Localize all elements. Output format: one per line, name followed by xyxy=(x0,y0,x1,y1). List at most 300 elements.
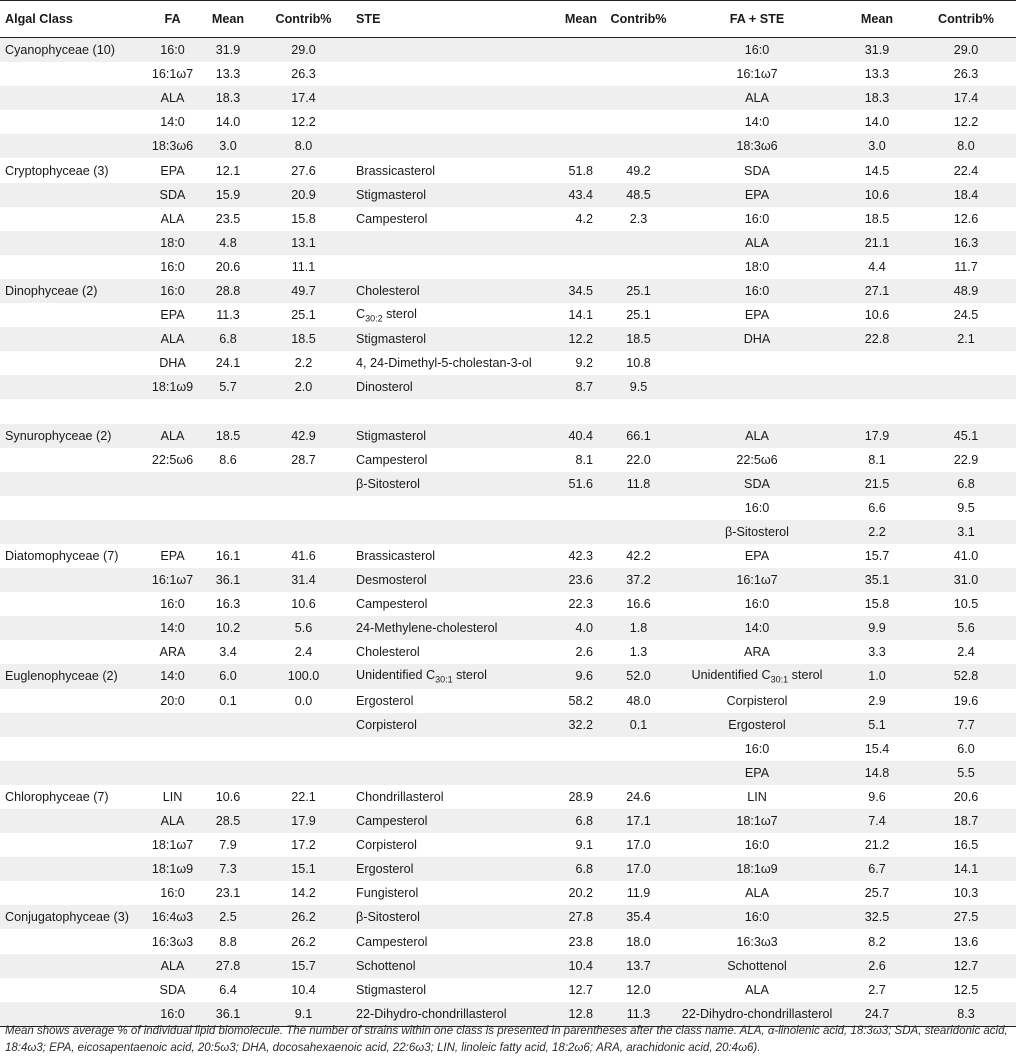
cell-contrib-ste: 25.1 xyxy=(601,303,676,327)
cell-contrib-ste xyxy=(601,86,676,110)
cell-mean-fa: 28.8 xyxy=(200,279,256,303)
cell-algal-class xyxy=(0,929,145,953)
cell-fa-ste: SDA xyxy=(676,472,838,496)
cell-mean-ste: 51.6 xyxy=(561,472,601,496)
table-row xyxy=(0,231,1016,255)
cell-ste: Cholesterol xyxy=(351,279,561,303)
cell-mean-ste: 9.6 xyxy=(561,664,601,688)
cell-ste: Ergosterol xyxy=(351,857,561,881)
cell-algal-class xyxy=(0,978,145,1002)
cell-contrib-ste: 11.9 xyxy=(601,881,676,905)
cell-mean-fa: 15.9 xyxy=(200,183,256,207)
cell-fa: 18:1ω7 xyxy=(145,833,200,857)
cell-contrib-fa xyxy=(256,737,351,761)
cell-ste: Campesterol xyxy=(351,207,561,231)
cell-ste: β-Sitosterol xyxy=(351,905,561,929)
cell-mean-fa xyxy=(200,713,256,737)
table-row xyxy=(0,86,1016,110)
cell-fa-ste: β-Sitosterol xyxy=(676,520,838,544)
cell-contrib-ste xyxy=(601,761,676,785)
cell-ste xyxy=(351,761,561,785)
cell-mean-ste: 2.6 xyxy=(561,640,601,664)
cell-mean-fa-ste: 2.2 xyxy=(838,520,916,544)
cell-ste: 4, 24-Dimethyl-5-cholestan-3-ol xyxy=(351,351,561,375)
cell-algal-class xyxy=(0,881,145,905)
cell-mean-fa: 7.9 xyxy=(200,833,256,857)
cell-fa-ste: Corpisterol xyxy=(676,689,838,713)
table-row xyxy=(0,448,1016,472)
cell-contrib-fa: 20.9 xyxy=(256,183,351,207)
cell-fa-ste: ALA xyxy=(676,86,838,110)
cell-mean-fa: 24.1 xyxy=(200,351,256,375)
cell-mean-fa: 0.1 xyxy=(200,689,256,713)
table-row xyxy=(0,616,1016,640)
cell-mean-fa: 36.1 xyxy=(200,1002,256,1027)
cell-mean-fa xyxy=(200,472,256,496)
cell-mean-ste xyxy=(561,255,601,279)
cell-contrib-fa: 27.6 xyxy=(256,158,351,182)
table-row xyxy=(0,592,1016,616)
cell-fa-ste: 16:3ω3 xyxy=(676,929,838,953)
table-row xyxy=(0,207,1016,231)
table-row xyxy=(0,833,1016,857)
cell-contrib-fa-ste: 13.6 xyxy=(916,929,1016,953)
cell-algal-class xyxy=(0,231,145,255)
cell-mean-ste xyxy=(561,62,601,86)
cell-fa: 18:0 xyxy=(145,231,200,255)
cell-mean-fa-ste: 9.9 xyxy=(838,616,916,640)
cell-fa: 18:1ω9 xyxy=(145,375,200,399)
table-footnote: Mean shows average % of individual lipid biomolecule. The number of strains within one class is presented in parentheses after the class name. ALA, α-linolenic acid, 18:3ω3; SDA, stearidonic acid, 18:4ω3; EPA, eicosapentaenoic acid, 20:5ω3; DHA, docosahexaenoic acid, 22:6ω3; LIN, linoleic fatty acid, 18:2ω6; ARA, arachidonic acid, 20:4ω6). xyxy=(5,1025,1008,1054)
cell-mean-ste: 12.2 xyxy=(561,327,601,351)
cell-mean-ste: 23.6 xyxy=(561,568,601,592)
cell-mean-ste: 4.2 xyxy=(561,207,601,231)
cell-mean-fa-ste: 27.1 xyxy=(838,279,916,303)
cell-mean-fa-ste: 18.3 xyxy=(838,86,916,110)
cell-mean-ste xyxy=(561,231,601,255)
cell-contrib-fa-ste: 19.6 xyxy=(916,689,1016,713)
cell-fa-ste: 16:0 xyxy=(676,737,838,761)
cell-mean-fa: 2.5 xyxy=(200,905,256,929)
cell-mean-fa-ste: 24.7 xyxy=(838,1002,916,1027)
cell-contrib-fa-ste: 52.8 xyxy=(916,664,1016,688)
cell-contrib-fa-ste: 27.5 xyxy=(916,905,1016,929)
cell-contrib-fa-ste: 3.1 xyxy=(916,520,1016,544)
cell-ste: Stigmasterol xyxy=(351,183,561,207)
cell-ste xyxy=(351,110,561,134)
cell-contrib-fa: 42.9 xyxy=(256,424,351,448)
cell-fa: 16:0 xyxy=(145,592,200,616)
cell-fa-ste: EPA xyxy=(676,544,838,568)
cell-contrib-ste: 18.5 xyxy=(601,327,676,351)
table-row xyxy=(0,929,1016,953)
cell-contrib-fa: 22.1 xyxy=(256,785,351,809)
cell-contrib-ste: 0.1 xyxy=(601,713,676,737)
cell-contrib-fa: 2.0 xyxy=(256,375,351,399)
cell-algal-class xyxy=(0,592,145,616)
cell-fa-ste: 16:0 xyxy=(676,279,838,303)
cell-fa: SDA xyxy=(145,978,200,1002)
table-row xyxy=(0,496,1016,520)
cell-mean-ste: 6.8 xyxy=(561,809,601,833)
cell-ste: $C_{30:2}$ sterol xyxy=(351,303,561,327)
cell-fa: ALA xyxy=(145,424,200,448)
table-row xyxy=(0,905,1016,929)
cell-contrib-ste: 66.1 xyxy=(601,424,676,448)
table-row xyxy=(0,809,1016,833)
cell-contrib-fa: 15.1 xyxy=(256,857,351,881)
cell-mean-ste xyxy=(561,110,601,134)
cell-mean-ste: 8.1 xyxy=(561,448,601,472)
cell-ste: Brassicasterol xyxy=(351,544,561,568)
cell-contrib-ste xyxy=(601,399,676,423)
cell-mean-fa-ste xyxy=(838,399,916,423)
cell-fa: 14:0 xyxy=(145,616,200,640)
cell-algal-class xyxy=(0,713,145,737)
cell-contrib-fa-ste: 18.7 xyxy=(916,809,1016,833)
cell-mean-ste: 32.2 xyxy=(561,713,601,737)
cell-mean-ste: 34.5 xyxy=(561,279,601,303)
cell-fa-ste: 22:5ω6 xyxy=(676,448,838,472)
cell-contrib-fa-ste: 20.6 xyxy=(916,785,1016,809)
cell-algal-class xyxy=(0,496,145,520)
cell-contrib-fa-ste xyxy=(916,351,1016,375)
cell-contrib-ste: 10.8 xyxy=(601,351,676,375)
cell-ste: β-Sitosterol xyxy=(351,472,561,496)
cell-mean-fa-ste: 25.7 xyxy=(838,881,916,905)
cell-contrib-fa: 28.7 xyxy=(256,448,351,472)
cell-fa-ste: 16:0 xyxy=(676,207,838,231)
cell-algal-class: Conjugatophyceae (3) xyxy=(0,905,145,929)
cell-algal-class xyxy=(0,472,145,496)
table-row xyxy=(0,424,1016,448)
cell-contrib-fa xyxy=(256,399,351,423)
cell-fa: 16:0 xyxy=(145,881,200,905)
cell-contrib-ste: 35.4 xyxy=(601,905,676,929)
cell-contrib-ste: 1.3 xyxy=(601,640,676,664)
cell-mean-fa-ste: 35.1 xyxy=(838,568,916,592)
cell-mean-ste xyxy=(561,496,601,520)
cell-algal-class xyxy=(0,255,145,279)
header-mean-fa-ste: Mean xyxy=(838,1,916,38)
cell-contrib-ste: 13.7 xyxy=(601,954,676,978)
cell-contrib-ste: 25.1 xyxy=(601,279,676,303)
cell-contrib-fa: 15.8 xyxy=(256,207,351,231)
cell-fa-ste: SDA xyxy=(676,158,838,182)
cell-contrib-ste: 24.6 xyxy=(601,785,676,809)
cell-ste xyxy=(351,496,561,520)
cell-fa-ste xyxy=(676,375,838,399)
cell-contrib-fa: 29.0 xyxy=(256,38,351,63)
cell-contrib-fa-ste: 18.4 xyxy=(916,183,1016,207)
cell-mean-ste xyxy=(561,134,601,158)
table-row xyxy=(0,183,1016,207)
cell-fa-ste: 16:0 xyxy=(676,496,838,520)
cell-contrib-fa: 41.6 xyxy=(256,544,351,568)
cell-algal-class xyxy=(0,616,145,640)
cell-fa-ste: ALA xyxy=(676,231,838,255)
cell-fa-ste: 16:0 xyxy=(676,592,838,616)
cell-algal-class xyxy=(0,737,145,761)
cell-fa: 16:3ω3 xyxy=(145,929,200,953)
cell-contrib-fa: 5.6 xyxy=(256,616,351,640)
cell-fa xyxy=(145,713,200,737)
cell-algal-class xyxy=(0,399,145,423)
cell-fa: 18:1ω9 xyxy=(145,857,200,881)
cell-mean-ste xyxy=(561,761,601,785)
cell-contrib-fa: 25.1 xyxy=(256,303,351,327)
table-row xyxy=(0,303,1016,327)
cell-mean-fa-ste: 7.4 xyxy=(838,809,916,833)
cell-contrib-ste: 22.0 xyxy=(601,448,676,472)
table-row xyxy=(0,375,1016,399)
cell-ste: Stigmasterol xyxy=(351,424,561,448)
table-row xyxy=(0,472,1016,496)
cell-contrib-fa-ste: 14.1 xyxy=(916,857,1016,881)
cell-fa-ste: 18:3ω6 xyxy=(676,134,838,158)
cell-mean-fa-ste: 15.7 xyxy=(838,544,916,568)
cell-algal-class: Dinophyceae (2) xyxy=(0,279,145,303)
cell-ste xyxy=(351,399,561,423)
cell-ste: Corpisterol xyxy=(351,833,561,857)
cell-fa: ALA xyxy=(145,86,200,110)
cell-contrib-fa-ste: 29.0 xyxy=(916,38,1016,63)
cell-fa-ste: 18:1ω9 xyxy=(676,857,838,881)
cell-algal-class xyxy=(0,568,145,592)
cell-ste: Brassicasterol xyxy=(351,158,561,182)
cell-contrib-ste: 42.2 xyxy=(601,544,676,568)
cell-mean-fa xyxy=(200,520,256,544)
cell-contrib-fa-ste: 6.8 xyxy=(916,472,1016,496)
cell-mean-fa-ste: 10.6 xyxy=(838,303,916,327)
cell-contrib-ste: 37.2 xyxy=(601,568,676,592)
table-body xyxy=(0,38,1016,1027)
cell-mean-fa xyxy=(200,399,256,423)
cell-mean-fa: 20.6 xyxy=(200,255,256,279)
table-row xyxy=(0,279,1016,303)
cell-ste: Chondrillasterol xyxy=(351,785,561,809)
header-ste: STE xyxy=(351,1,561,38)
cell-fa: ALA xyxy=(145,207,200,231)
cell-ste xyxy=(351,231,561,255)
cell-mean-fa: 31.9 xyxy=(200,38,256,63)
cell-ste: Campesterol xyxy=(351,592,561,616)
cell-contrib-fa-ste: 8.3 xyxy=(916,1002,1016,1027)
cell-contrib-fa: 31.4 xyxy=(256,568,351,592)
cell-fa: 16:0 xyxy=(145,279,200,303)
header-mean-ste: Mean xyxy=(561,1,601,38)
cell-ste xyxy=(351,737,561,761)
cell-contrib-ste xyxy=(601,62,676,86)
table-row xyxy=(0,351,1016,375)
cell-fa xyxy=(145,399,200,423)
cell-contrib-ste xyxy=(601,496,676,520)
cell-mean-fa-ste: 21.5 xyxy=(838,472,916,496)
table-row xyxy=(0,689,1016,713)
cell-ste: Ergosterol xyxy=(351,689,561,713)
header-row xyxy=(0,1,1016,38)
table-row xyxy=(0,881,1016,905)
table-row xyxy=(0,713,1016,737)
header-fa-ste: FA + STE xyxy=(676,1,838,38)
cell-contrib-fa: 10.4 xyxy=(256,978,351,1002)
cell-ste: Corpisterol xyxy=(351,713,561,737)
cell-fa-ste: Unidentified $C_{30:1}$ sterol xyxy=(676,664,838,688)
cell-algal-class xyxy=(0,351,145,375)
cell-fa: 22:5ω6 xyxy=(145,448,200,472)
cell-contrib-fa-ste: 7.7 xyxy=(916,713,1016,737)
cell-mean-fa: 28.5 xyxy=(200,809,256,833)
cell-contrib-fa: 49.7 xyxy=(256,279,351,303)
cell-algal-class xyxy=(0,833,145,857)
cell-fa: 14:0 xyxy=(145,110,200,134)
cell-mean-fa xyxy=(200,496,256,520)
cell-contrib-ste: 12.0 xyxy=(601,978,676,1002)
cell-mean-fa-ste: 15.4 xyxy=(838,737,916,761)
cell-mean-fa: 3.4 xyxy=(200,640,256,664)
cell-algal-class xyxy=(0,327,145,351)
cell-fa-ste: 16:0 xyxy=(676,38,838,63)
cell-mean-ste: 40.4 xyxy=(561,424,601,448)
cell-fa xyxy=(145,520,200,544)
cell-fa-ste: ALA xyxy=(676,978,838,1002)
cell-fa-ste: LIN xyxy=(676,785,838,809)
cell-contrib-fa-ste: 31.0 xyxy=(916,568,1016,592)
cell-contrib-fa-ste: 26.3 xyxy=(916,62,1016,86)
cell-contrib-fa-ste: 8.0 xyxy=(916,134,1016,158)
cell-contrib-ste xyxy=(601,38,676,63)
cell-mean-fa: 3.0 xyxy=(200,134,256,158)
cell-fa: EPA xyxy=(145,303,200,327)
cell-mean-fa: 18.5 xyxy=(200,424,256,448)
table-row xyxy=(0,399,1016,423)
cell-contrib-ste: 1.8 xyxy=(601,616,676,640)
cell-contrib-ste: 18.0 xyxy=(601,929,676,953)
cell-fa-ste: Ergosterol xyxy=(676,713,838,737)
cell-mean-fa: 36.1 xyxy=(200,568,256,592)
cell-ste: Campesterol xyxy=(351,929,561,953)
cell-fa: SDA xyxy=(145,183,200,207)
cell-fa: 18:3ω6 xyxy=(145,134,200,158)
cell-contrib-ste: 2.3 xyxy=(601,207,676,231)
cell-mean-fa xyxy=(200,737,256,761)
cell-fa: 16:1ω7 xyxy=(145,62,200,86)
cell-algal-class xyxy=(0,857,145,881)
cell-mean-fa: 10.6 xyxy=(200,785,256,809)
cell-ste: Schottenol xyxy=(351,954,561,978)
cell-ste xyxy=(351,86,561,110)
cell-contrib-fa-ste: 12.5 xyxy=(916,978,1016,1002)
cell-fa-ste xyxy=(676,399,838,423)
cell-mean-ste: 27.8 xyxy=(561,905,601,929)
table-row xyxy=(0,978,1016,1002)
cell-contrib-fa-ste xyxy=(916,399,1016,423)
cell-contrib-fa-ste: 5.6 xyxy=(916,616,1016,640)
cell-fa: ARA xyxy=(145,640,200,664)
table-row xyxy=(0,664,1016,688)
cell-ste: 22-Dihydro-chondrillasterol xyxy=(351,1002,561,1027)
cell-ste: Campesterol xyxy=(351,809,561,833)
cell-ste xyxy=(351,520,561,544)
cell-mean-fa-ste: 6.7 xyxy=(838,857,916,881)
cell-mean-ste: 43.4 xyxy=(561,183,601,207)
cell-ste xyxy=(351,134,561,158)
cell-contrib-fa xyxy=(256,713,351,737)
cell-contrib-fa: 9.1 xyxy=(256,1002,351,1027)
cell-contrib-fa: 26.3 xyxy=(256,62,351,86)
cell-mean-ste: 6.8 xyxy=(561,857,601,881)
cell-mean-fa: 10.2 xyxy=(200,616,256,640)
table-row xyxy=(0,544,1016,568)
table-row xyxy=(0,640,1016,664)
cell-mean-fa-ste: 3.3 xyxy=(838,640,916,664)
cell-contrib-ste: 17.0 xyxy=(601,857,676,881)
cell-mean-ste xyxy=(561,520,601,544)
cell-contrib-fa-ste: 41.0 xyxy=(916,544,1016,568)
cell-algal-class: Chlorophyceae (7) xyxy=(0,785,145,809)
cell-algal-class xyxy=(0,520,145,544)
cell-contrib-ste xyxy=(601,110,676,134)
cell-mean-ste: 51.8 xyxy=(561,158,601,182)
table-row xyxy=(0,327,1016,351)
table-row xyxy=(0,520,1016,544)
cell-fa: 16:0 xyxy=(145,255,200,279)
cell-mean-ste: 12.8 xyxy=(561,1002,601,1027)
cell-mean-fa: 7.3 xyxy=(200,857,256,881)
cell-contrib-fa-ste: 22.4 xyxy=(916,158,1016,182)
table-row xyxy=(0,62,1016,86)
cell-fa: 16:1ω7 xyxy=(145,568,200,592)
cell-ste: Stigmasterol xyxy=(351,327,561,351)
cell-mean-ste: 20.2 xyxy=(561,881,601,905)
cell-fa-ste: EPA xyxy=(676,303,838,327)
cell-mean-fa-ste: 6.6 xyxy=(838,496,916,520)
cell-mean-ste: 42.3 xyxy=(561,544,601,568)
cell-contrib-fa-ste: 2.4 xyxy=(916,640,1016,664)
cell-contrib-fa xyxy=(256,761,351,785)
cell-algal-class: Cryptophyceae (3) xyxy=(0,158,145,182)
cell-fa xyxy=(145,472,200,496)
cell-fa: 16:0 xyxy=(145,1002,200,1027)
cell-mean-fa: 5.7 xyxy=(200,375,256,399)
cell-fa: DHA xyxy=(145,351,200,375)
cell-mean-ste: 8.7 xyxy=(561,375,601,399)
cell-contrib-fa-ste: 24.5 xyxy=(916,303,1016,327)
cell-contrib-fa: 17.9 xyxy=(256,809,351,833)
header-contrib-fa-ste: Contrib% xyxy=(916,1,1016,38)
cell-contrib-ste xyxy=(601,737,676,761)
cell-mean-fa-ste: 32.5 xyxy=(838,905,916,929)
cell-algal-class xyxy=(0,954,145,978)
cell-algal-class: Euglenophyceae (2) xyxy=(0,664,145,688)
cell-algal-class xyxy=(0,761,145,785)
cell-mean-fa: 13.3 xyxy=(200,62,256,86)
cell-contrib-fa-ste: 16.5 xyxy=(916,833,1016,857)
cell-contrib-ste xyxy=(601,231,676,255)
cell-mean-fa xyxy=(200,761,256,785)
cell-contrib-fa-ste: 10.3 xyxy=(916,881,1016,905)
cell-mean-fa-ste: 2.9 xyxy=(838,689,916,713)
header-algal-class: Algal Class xyxy=(0,1,145,38)
table-row xyxy=(0,38,1016,63)
cell-mean-fa: 23.1 xyxy=(200,881,256,905)
cell-fa-ste: 16:1ω7 xyxy=(676,62,838,86)
cell-fa-ste xyxy=(676,351,838,375)
cell-mean-fa: 14.0 xyxy=(200,110,256,134)
cell-contrib-ste xyxy=(601,520,676,544)
cell-fa: 14:0 xyxy=(145,664,200,688)
cell-mean-ste: 58.2 xyxy=(561,689,601,713)
